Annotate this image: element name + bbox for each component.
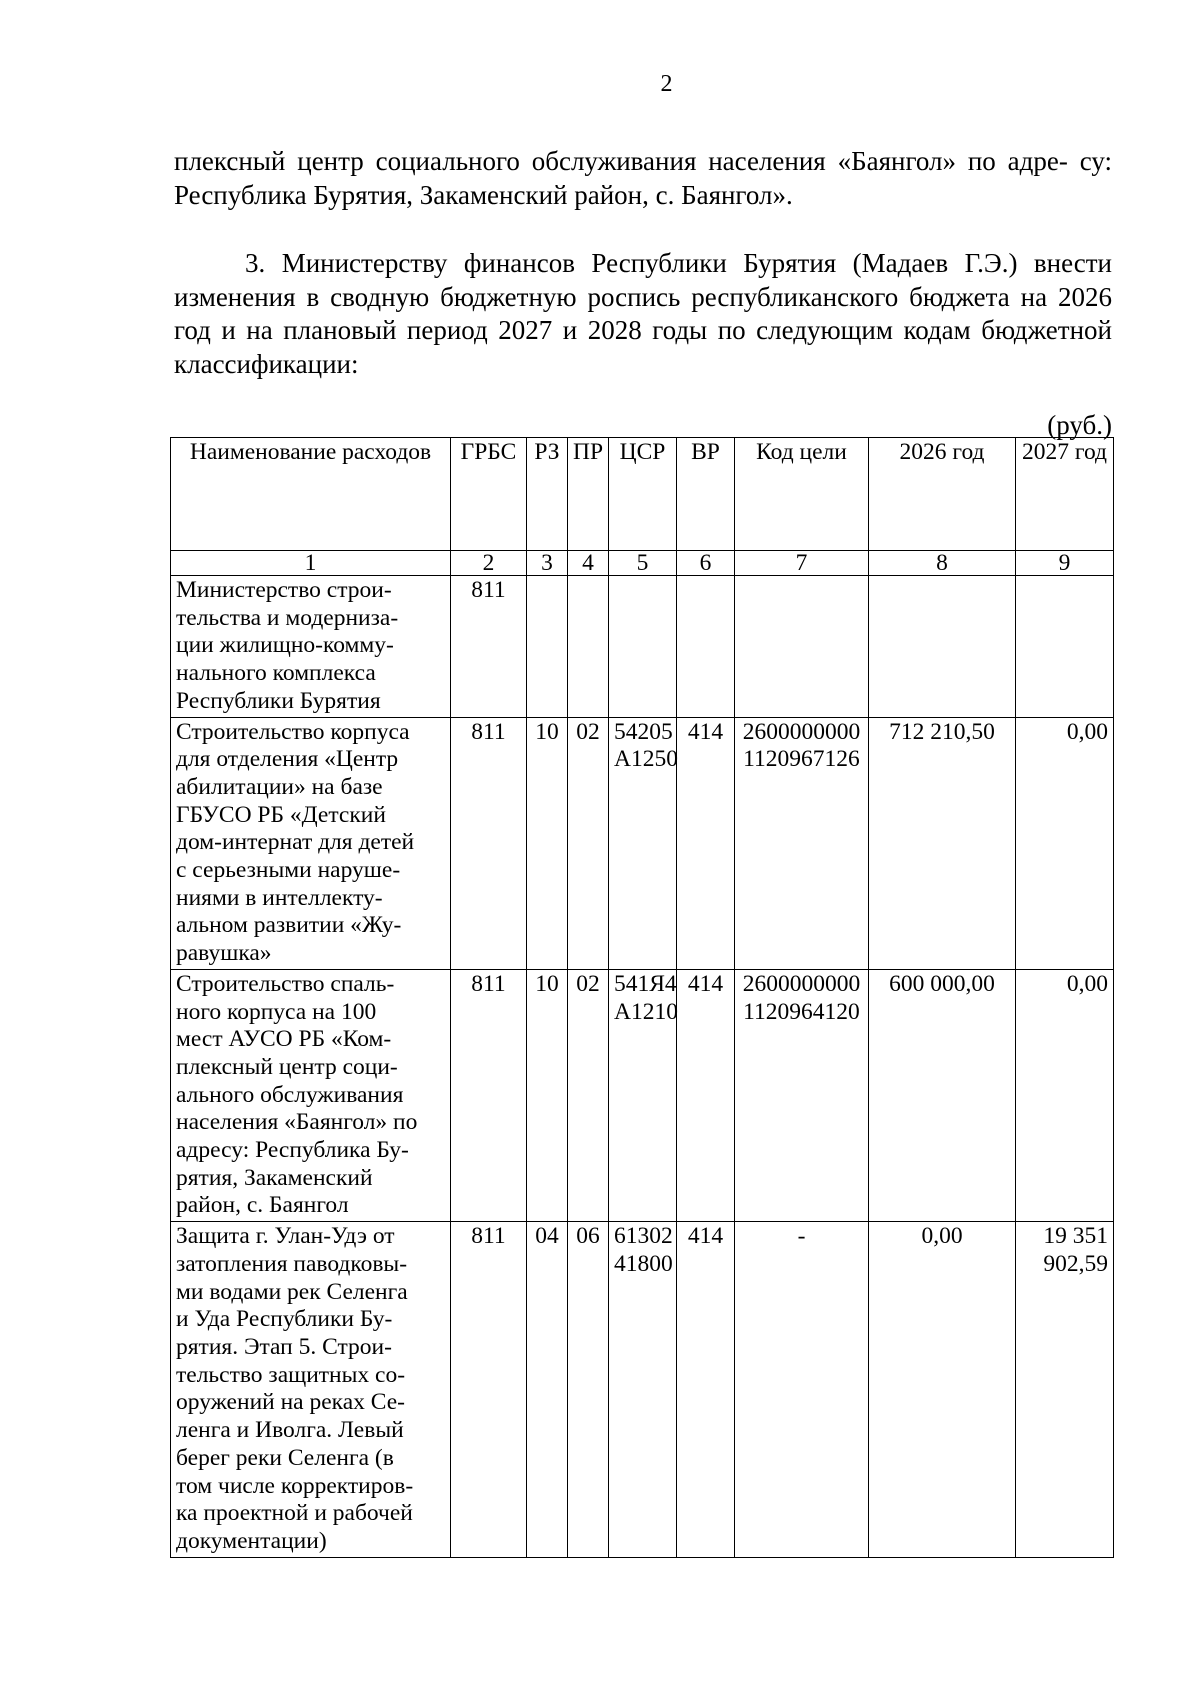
cell-pr: 02 <box>568 717 609 969</box>
cell-pr: 02 <box>568 969 609 1221</box>
cell-vr: 414 <box>677 717 735 969</box>
cell-name-line: дом-интернат для детей <box>176 829 415 856</box>
budget-table-body <box>171 576 1114 1558</box>
cell-csr-line: 54205 <box>614 718 673 745</box>
cell-code-line: - <box>797 1223 806 1250</box>
cell-name-line: альном развитии «Жу- <box>176 912 402 939</box>
cell-name-line: тельства и модерниза- <box>176 604 399 631</box>
cell-name-line: Министерство строи- <box>176 577 392 603</box>
cell-name-line: рятия. Этап 5. Строи- <box>176 1333 392 1360</box>
cell-csr <box>609 576 677 718</box>
column-number: 2 <box>451 551 527 576</box>
unit-note: (руб.) <box>1047 410 1112 440</box>
cell-csr-line: 41800 <box>614 1250 673 1277</box>
header-2026: 2026 год <box>869 438 1016 551</box>
cell-name-line: нального комплекса <box>176 660 376 687</box>
page-number: 2 <box>660 71 673 97</box>
cell-2026: 600 000,00 <box>869 969 1016 1221</box>
cell-grbs: 811 <box>451 1222 527 1557</box>
cell-2027 <box>1016 969 1114 1221</box>
header-pr: ПР <box>568 438 609 551</box>
cell-code <box>735 1222 869 1557</box>
cell-rz: 10 <box>527 969 568 1221</box>
header-rz: РЗ <box>527 438 568 551</box>
cell-name-line: затопления паводковы- <box>176 1250 408 1277</box>
paragraph-continuation <box>174 145 1112 212</box>
table-row <box>171 576 1114 718</box>
cell-name-line: ми водами рек Селенга <box>176 1278 408 1305</box>
header-csr: ЦСР <box>609 438 677 551</box>
column-number: 8 <box>869 551 1016 576</box>
cell-name-line: ции жилищно-комму- <box>176 632 394 659</box>
column-number: 4 <box>568 551 609 576</box>
cell-2026 <box>869 576 1016 718</box>
column-number: 6 <box>677 551 735 576</box>
paragraph-line: бюджетной классификации: <box>174 315 1112 379</box>
cell-name-line: и Уда Республики Бу- <box>176 1306 393 1333</box>
cell-vr: 414 <box>677 1222 735 1557</box>
header-vr: ВР <box>677 438 735 551</box>
cell-rz: 10 <box>527 717 568 969</box>
table-header-row <box>171 438 1114 551</box>
cell-name-line: оружений на реках Се- <box>176 1389 405 1416</box>
cell-name-line: мест АУСО РБ «Ком- <box>176 1026 392 1053</box>
cell-name-line: для отделения «Центр <box>176 746 399 773</box>
column-number: 9 <box>1016 551 1114 576</box>
cell-name-line: ального обслуживания <box>176 1081 404 1108</box>
cell-2026: 0,00 <box>869 1222 1016 1557</box>
cell-csr <box>609 717 677 969</box>
cell-name-line: с серьезными наруше- <box>176 857 401 884</box>
cell-name <box>171 969 451 1221</box>
cell-name-line: берег реки Селенга (в <box>176 1444 394 1471</box>
column-number: 7 <box>735 551 869 576</box>
cell-2027-line: 0,00 <box>1066 970 1108 997</box>
cell-name <box>171 717 451 969</box>
header-name: Наименование расходов <box>171 438 451 551</box>
cell-2027 <box>1016 1222 1114 1557</box>
paragraph-line: плексный центр социального обслуживания населения «Баянгол» по адре- <box>174 146 1068 176</box>
cell-csr-line: А1250 <box>614 746 678 773</box>
cell-2027 <box>1016 576 1114 718</box>
paragraph-line: су: Республика Бурятия, Закаменский район, с. Баянгол». <box>174 146 1113 210</box>
cell-name <box>171 576 451 718</box>
cell-name-line: равушка» <box>176 940 272 967</box>
cell-name-line: населения «Баянгол» по <box>176 1109 418 1136</box>
cell-name-line: ка проектной и рабочей <box>176 1500 413 1527</box>
cell-name-line: Строительство корпуса <box>176 718 410 745</box>
cell-name-line: ниями в интеллекту- <box>176 884 383 911</box>
cell-name-line: ленга и Иволга. Левый <box>176 1417 404 1444</box>
cell-2027-line: 0,00 <box>1066 718 1108 745</box>
column-number: 3 <box>527 551 568 576</box>
cell-name-line: ГБУСО РБ «Детский <box>176 801 386 828</box>
cell-csr-line: 541Я4 <box>614 970 677 997</box>
cell-name-line: Защита г. Улан-Удэ от <box>176 1223 395 1250</box>
cell-name-line: документации) <box>176 1527 327 1554</box>
cell-name-line: том числе корректиров- <box>176 1472 414 1499</box>
paragraph-line: 2026 год и на плановый период 2027 и 2028 годы по следующим кодам <box>174 281 1113 345</box>
cell-name-line: Республики Бурятия <box>176 687 381 714</box>
cell-code <box>735 576 869 718</box>
column-number: 5 <box>609 551 677 576</box>
cell-pr <box>568 576 609 718</box>
table-row <box>171 969 1114 1221</box>
cell-rz <box>527 576 568 718</box>
paragraph-line: изменения в сводную бюджетную роспись республиканского бюджета на <box>174 281 1048 312</box>
cell-pr: 06 <box>568 1222 609 1557</box>
cell-grbs: 811 <box>451 576 527 718</box>
cell-rz: 04 <box>527 1222 568 1557</box>
cell-code-line: 1120967126 <box>743 746 860 773</box>
column-number-row <box>171 551 1114 576</box>
cell-vr: 414 <box>677 969 735 1221</box>
cell-vr <box>677 576 735 718</box>
cell-grbs: 811 <box>451 969 527 1221</box>
cell-code <box>735 969 869 1221</box>
cell-csr-line: 61302 <box>614 1223 673 1250</box>
cell-name-line: адресу: Республика Бу- <box>176 1137 409 1164</box>
table-row <box>171 1222 1114 1557</box>
cell-code-line: 2600000000 <box>742 970 861 997</box>
cell-name <box>171 1222 451 1557</box>
paragraph-item-3 <box>174 247 1112 381</box>
cell-name-line: район, с. Баянгол <box>176 1192 349 1219</box>
cell-name-line: Строительство спаль- <box>176 970 395 997</box>
table-row <box>171 717 1114 969</box>
header-code: Код цели <box>735 438 869 551</box>
cell-csr <box>609 1222 677 1557</box>
header-grbs: ГРБС <box>451 438 527 551</box>
cell-name-line: абилитации» на базе <box>176 773 383 800</box>
cell-name-line: ного корпуса на 100 <box>176 998 377 1025</box>
column-number: 1 <box>171 551 451 576</box>
cell-2027 <box>1016 717 1114 969</box>
cell-name-line: плексный центр соци- <box>176 1053 398 1080</box>
cell-csr-line: А1210 <box>614 998 678 1025</box>
paragraph-line: 3. Министерству финансов Республики Бурятия (Мадаев Г.Э.) внести <box>245 248 1112 278</box>
cell-code <box>735 717 869 969</box>
cell-2027-line: 19 351 <box>1043 1223 1108 1250</box>
cell-2027-line: 902,59 <box>1043 1250 1108 1277</box>
cell-2026: 712 210,50 <box>869 717 1016 969</box>
cell-code-line: 2600000000 <box>742 718 861 745</box>
budget-table <box>170 437 1114 1558</box>
cell-code-line: 1120964120 <box>743 998 860 1025</box>
cell-name-line: рятия, Закаменский <box>176 1164 373 1191</box>
header-2027: 2027 год <box>1016 438 1114 551</box>
cell-name-line: тельство защитных со- <box>176 1361 406 1388</box>
cell-grbs: 811 <box>451 717 527 969</box>
cell-csr <box>609 969 677 1221</box>
